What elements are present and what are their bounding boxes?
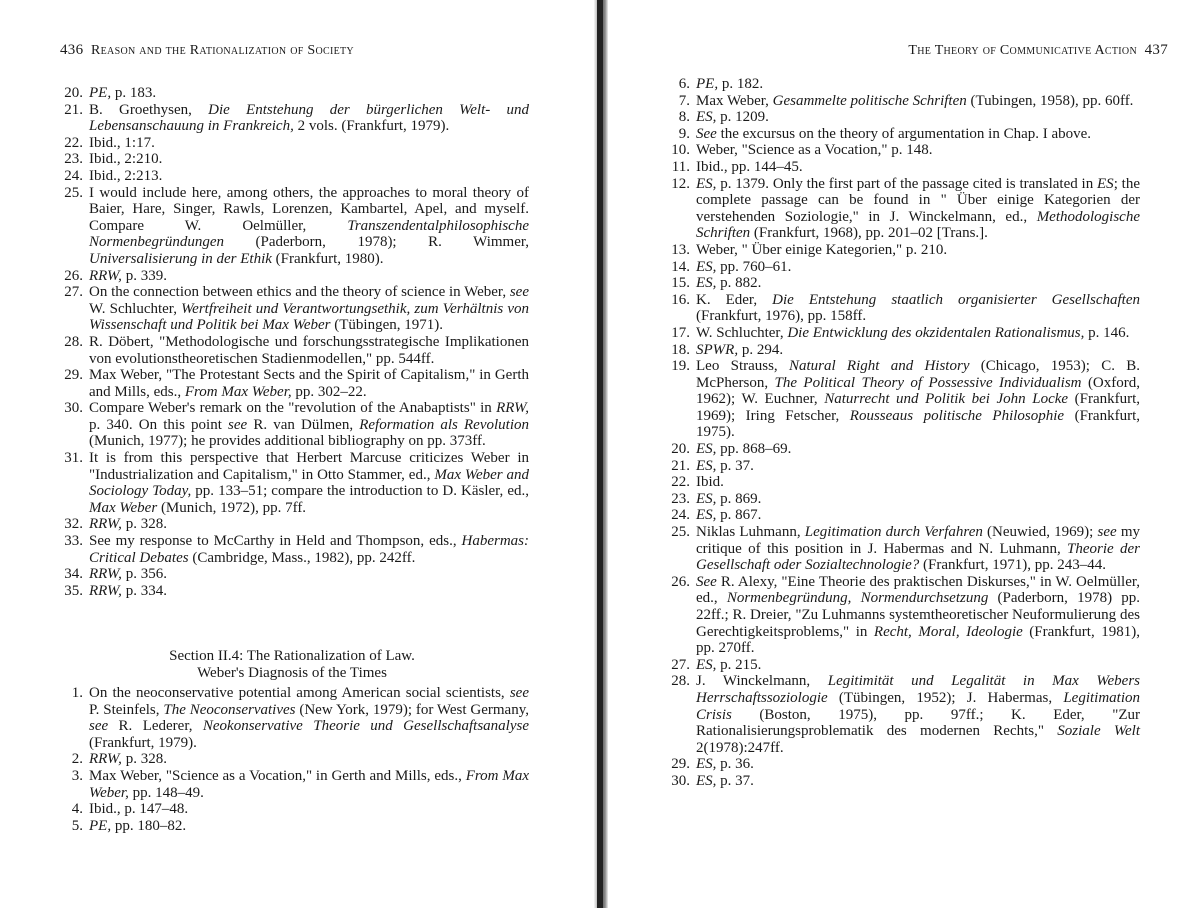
endnote	[662, 242, 1140, 259]
endnote-text: ES, p. 869.	[696, 490, 762, 507]
endnotes-left-a	[55, 85, 529, 599]
endnote-number: 20.	[64, 85, 83, 101]
endnote-text: ES, p. 36.	[696, 756, 754, 773]
left-page	[0, 0, 580, 908]
endnote-text: ES, p. 37.	[696, 772, 754, 789]
endnote-text: ES, p. 882.	[696, 275, 762, 292]
endnote-number: 12.	[671, 175, 690, 192]
endnote	[55, 533, 529, 566]
endnote-text: Ibid., 2:213.	[89, 167, 163, 184]
endnote	[662, 176, 1140, 242]
endnote-text: Ibid., pp. 144–45.	[696, 158, 803, 175]
endnote-text: It is from this perspective that Herbert Marcuse criticizes Weber in "Industrialization and Capitalism," in Otto Stammer, ed., Max Weber and Sociology Today, pp. 133–51; compare the introduction to D. Käsler, ed., Max Weber (Munich, 1972), pp. 7ff.	[89, 450, 530, 516]
endnote-text: ES, pp. 868–69.	[696, 441, 792, 458]
endnote-text: R. Döbert, "Methodologische und forschungsstrategische Implikationen von evolutionstheoretischen Stadienmodellen," pp. 544ff.	[89, 333, 529, 367]
endnote	[662, 358, 1140, 441]
endnote	[55, 151, 529, 168]
page-number-left: 436	[60, 42, 84, 58]
endnote-number: 8.	[678, 109, 690, 126]
endnote-text: See R. Alexy, "Eine Theorie des praktischen Diskurses," in W. Oelmüller, ed., Normenbegründung, Normendurchsetzung (Paderborn, 1978) pp. 22ff.; R. Dreier, "Zu Luhmanns systemtheoretischer Neuformulierung des Gerechtigkeitsproblems," in Recht, Moral, Ideologie (Frankfurt, 1981), pp. 270ff.	[696, 573, 1140, 657]
endnote-text: SPWR, p. 294.	[696, 341, 784, 358]
endnote-text: ES, p. 37.	[696, 457, 754, 474]
endnotes-right	[662, 76, 1140, 790]
endnote-text: B. Groethysen, Die Entstehung der bürgerlichen Welt- und Lebensanschauung in Frankreich, 2 vols. (Frankfurt, 1979).	[89, 101, 530, 135]
endnote-text: J. Winckelmann, Legitimität und Legalität in Max Webers Herrschaftssoziologie (Tübingen, 1952); J. Habermas, Legitimation Crisis (Boston, 1975), pp. 97ff.; K. Eder, "Zur Rationalisierungsproblematik des modernen Rechts," Soziale Welt 2(1978):247ff.	[696, 673, 1140, 756]
endnote-number: 28.	[671, 673, 690, 690]
endnote	[662, 109, 1140, 126]
endnote-number: 16.	[671, 291, 690, 308]
endnote-number: 23.	[64, 151, 83, 168]
endnote-text: PE, pp. 180–82.	[89, 817, 187, 834]
endnote	[662, 142, 1140, 159]
endnote	[662, 342, 1140, 359]
endnote-text: I would include here, among others, the approaches to moral theory of Baier, Hare, Singer, Rawls, Lorenzen, Kambartel, Apel, and myself. Compare W. Oelmüller, Transzendentalphilosophische Normenbegründungen (Paderborn, 1978); R. Wimmer, Universalisierung in der Ethik (Frankfurt, 1980).	[89, 184, 529, 267]
endnote-text: See my response to McCarthy in Held and Thompson, eds., Habermas: Critical Debates (Cambridge, Mass., 1982), pp. 242ff.	[89, 533, 529, 566]
endnote	[662, 574, 1140, 657]
endnote-number: 17.	[671, 324, 690, 341]
endnote	[55, 818, 529, 835]
endnote-number: 30.	[671, 772, 690, 789]
endnote-text: ES, pp. 760–61.	[696, 258, 792, 275]
endnote-text: RRW, p. 328.	[89, 516, 167, 533]
endnote-number: 33.	[64, 533, 83, 550]
endnote-number: 26.	[64, 267, 83, 284]
endnote	[55, 135, 529, 152]
endnote	[662, 259, 1140, 276]
endnote-number: 22.	[64, 134, 83, 151]
endnote-number: 35.	[64, 582, 83, 599]
endnote-text: Ibid.	[696, 474, 724, 491]
endnote	[662, 673, 1140, 756]
endnote-number: 14.	[671, 258, 690, 275]
book-gutter	[580, 0, 612, 908]
section-title-line-1: Section II.4: The Rationalization of Law.	[169, 648, 415, 664]
endnote	[55, 168, 529, 185]
endnote-number: 34.	[64, 566, 83, 583]
endnote-number: 7.	[678, 92, 690, 109]
endnote-number: 13.	[671, 241, 690, 258]
endnote-text: Max Weber, Gesammelte politische Schriften (Tubingen, 1958), pp. 60ff.	[696, 92, 1134, 109]
endnote	[55, 583, 529, 600]
endnote-text: Ibid., 2:210.	[89, 151, 163, 168]
endnote	[662, 458, 1140, 475]
endnote-text: On the neoconservative potential among American social scientists, see P. Steinfels, The Neoconservatives (New York, 1979); for West Germany, see R. Lederer, Neokonservative Theorie und Gesellschaftsanalyse (Frankfurt, 1979).	[89, 685, 529, 751]
endnote-text: Max Weber, "Science as a Vocation," in Gerth and Mills, eds., From Max Weber, pp. 148–49.	[89, 767, 530, 801]
endnote	[55, 685, 529, 751]
endnote-text: See the excursus on the theory of argumentation in Chap. I above.	[696, 125, 1092, 142]
endnote-number: 3.	[71, 767, 83, 784]
endnote	[55, 367, 529, 400]
endnote	[55, 102, 529, 135]
endnote-number: 32.	[64, 516, 83, 533]
endnote-text: W. Schluchter, Die Entwicklung des okzidentalen Rationalismus, p. 146.	[696, 324, 1130, 341]
endnote-number: 21.	[64, 101, 83, 118]
endnote	[662, 657, 1140, 674]
page-number-right: 437	[1144, 42, 1168, 58]
endnote	[662, 773, 1140, 790]
running-head-left	[60, 42, 354, 59]
endnote-number: 23.	[671, 490, 690, 507]
endnote-number: 28.	[64, 333, 83, 350]
endnote-number: 5.	[71, 817, 83, 834]
endnote-text: PE, p. 182.	[696, 76, 764, 92]
endnote	[55, 85, 529, 102]
endnote-text: RRW, p. 328.	[89, 751, 167, 768]
endnote-number: 30.	[64, 400, 83, 417]
endnote-text: ES, p. 215.	[696, 656, 762, 673]
endnote-number: 19.	[671, 358, 690, 375]
endnote	[662, 325, 1140, 342]
section-title	[55, 648, 529, 682]
endnotes-left-b	[55, 685, 529, 834]
endnote	[55, 334, 529, 367]
endnote-text: ES, p. 867.	[696, 507, 762, 524]
endnote-number: 27.	[671, 656, 690, 673]
endnote-number: 29.	[64, 367, 83, 384]
endnote-text: Max Weber, "The Protestant Sects and the Spirit of Capitalism," in Gerth and Mills, eds., From Max Weber, pp. 302–22.	[89, 367, 529, 400]
endnote-number: 6.	[678, 76, 690, 92]
endnote-number: 24.	[64, 167, 83, 184]
endnote-text: On the connection between ethics and the theory of science in Weber, see W. Schluchter, Wertfreiheit und Verantwortungsethik, zum Verhältnis von Wissenschaft und Politik bei Max Weber (Tübingen, 1971).	[89, 284, 529, 334]
endnote-number: 1.	[71, 685, 83, 701]
endnote-number: 25.	[671, 524, 690, 541]
endnote-number: 24.	[671, 507, 690, 524]
endnote-number: 4.	[71, 801, 83, 818]
endnote-number: 2.	[71, 751, 83, 768]
endnote	[662, 76, 1140, 93]
endnote	[662, 524, 1140, 574]
endnote-text: Weber, " Über einige Kategorien," p. 210.	[696, 241, 948, 258]
endnote-number: 27.	[64, 284, 83, 301]
spine-binding	[597, 0, 603, 908]
endnote	[662, 275, 1140, 292]
endnote	[55, 751, 529, 768]
endnote	[55, 768, 529, 801]
endnote-number: 9.	[678, 125, 690, 142]
endnote	[662, 491, 1140, 508]
endnote-text: Ibid., 1:17.	[89, 134, 155, 151]
endnote	[55, 566, 529, 583]
endnote	[662, 474, 1140, 491]
endnote-number: 11.	[671, 158, 690, 175]
endnote	[55, 400, 529, 450]
endnote-number: 18.	[671, 341, 690, 358]
endnote	[662, 93, 1140, 110]
section-title-line-2: Weber's Diagnosis of the Times	[197, 665, 387, 681]
endnote-number: 10.	[671, 142, 690, 159]
endnote-text: ES, p. 1209.	[696, 109, 769, 126]
endnote-text: Leo Strauss, Natural Right and History (Chicago, 1953); C. B. McPherson, The Political Theory of Possessive Individualism (Oxford, 1962); W. Euchner, Naturrecht und Politik bei John Locke (Frankfurt, 1969); Iring Fetscher, Rousseaus politische Philosophie (Frankfurt, 1975).	[696, 358, 1141, 441]
endnote-text: PE, p. 183.	[89, 85, 157, 101]
endnote	[662, 507, 1140, 524]
endnote	[55, 284, 529, 334]
endnote	[55, 516, 529, 533]
endnote-text: Niklas Luhmann, Legitimation durch Verfahren (Neuwied, 1969); see my critique of this position in J. Habermas and N. Luhmann, Theorie der Gesellschaft oder Sozialtechnologie? (Frankfurt, 1971), pp. 243–44.	[696, 524, 1141, 574]
endnote	[662, 756, 1140, 773]
endnote-text: RRW, p. 334.	[89, 582, 167, 599]
endnote-number: 21.	[671, 457, 690, 474]
endnote	[55, 801, 529, 818]
running-head-left-title: Reason and the Rationalization of Society	[91, 43, 354, 58]
endnote-text: K. Eder, Die Entstehung staatlich organisierter Gesellschaften (Frankfurt, 1976), pp. 158ff.	[696, 291, 1140, 325]
running-head-right-title: The Theory of Communicative Action	[908, 43, 1137, 58]
endnote	[55, 450, 529, 516]
endnote-text: ES, p. 1379. Only the first part of the passage cited is translated in ES; the complete passage can be found in " Über einige Kategorien der verstehenden Soziologie," in J. Winckelmann, ed., Methodologische Schriften (Frankfurt, 1968), pp. 201–02 [Trans.].	[696, 175, 1140, 242]
endnote-number: 26.	[671, 573, 690, 590]
endnote-text: Compare Weber's remark on the "revolution of the Anabaptists" in RRW, p. 340. On this point see R. van Dülmen, Reformation als Revolution (Munich, 1977); he provides additional bibliography on pp. 373ff.	[89, 400, 529, 450]
endnote	[662, 126, 1140, 143]
right-page	[612, 0, 1193, 908]
endnote-number: 22.	[671, 474, 690, 491]
endnote-text: RRW, p. 339.	[89, 267, 167, 284]
endnote-number: 31.	[64, 450, 83, 467]
endnote-text: Ibid., p. 147–48.	[89, 801, 189, 818]
running-head-right	[908, 42, 1168, 59]
endnote-number: 29.	[671, 756, 690, 773]
endnote-text: RRW, p. 356.	[89, 566, 167, 583]
endnote-text: Weber, "Science as a Vocation," p. 148.	[696, 142, 933, 159]
endnote-number: 25.	[64, 184, 83, 201]
endnote-number: 15.	[671, 275, 690, 292]
endnote	[662, 159, 1140, 176]
endnote	[55, 185, 529, 268]
endnote	[662, 292, 1140, 325]
endnote-number: 20.	[671, 441, 690, 458]
endnote	[662, 441, 1140, 458]
endnote	[55, 268, 529, 285]
